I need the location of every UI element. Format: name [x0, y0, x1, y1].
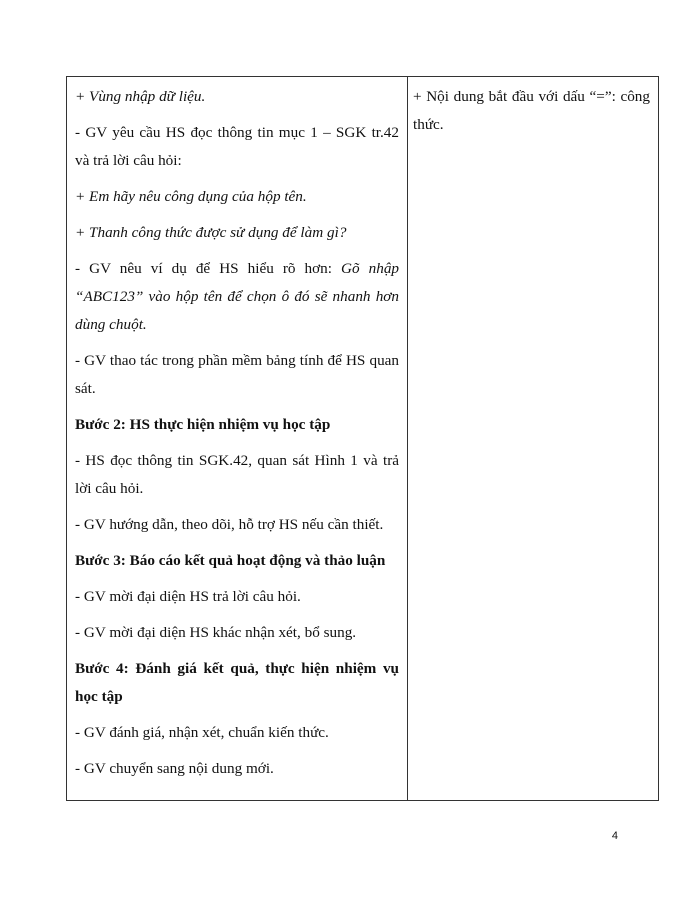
teacher-support: - GV hướng dẫn, theo dõi, hỗ trợ HS nếu cần thiết. [75, 516, 384, 533]
example-intro: - GV nêu ví dụ để HS hiểu rõ hơn: [75, 260, 342, 277]
question-formula-bar: + Thanh công thức được sử dụng để làm gì? [75, 224, 347, 241]
teacher-demo: - GV thao tác trong phần mềm bảng tính để HS quan sát. [75, 352, 399, 397]
page-number: 4 [611, 830, 618, 842]
teacher-example [75, 255, 399, 339]
formula-note: + Nội dung bắt đầu với dấu “=”: công thức. [413, 88, 650, 133]
data-entry-area-item: + Vùng nhập dữ liệu. [75, 88, 206, 105]
student-task: - HS đọc thông tin SGK.42, quan sát Hình 1 và trả lời câu hỏi. [75, 452, 399, 497]
step-3-heading: Bước 3: Báo cáo kết quả hoạt động và thảo luận [75, 552, 386, 569]
activity-column [67, 77, 408, 800]
teacher-next-content: - GV chuyển sang nội dung mới. [75, 760, 274, 777]
content-table [66, 76, 659, 801]
teacher-invite-comment: - GV mời đại diện HS khác nhận xét, bổ sung. [75, 624, 357, 641]
teacher-request: - GV yêu cầu HS đọc thông tin mục 1 – SGK tr.42 và trả lời câu hỏi: [75, 124, 399, 169]
step-4-heading: Bước 4: Đánh giá kết quả, thực hiện nhiệm vụ học tập [75, 660, 399, 705]
step-2-heading: Bước 2: HS thực hiện nhiệm vụ học tập [75, 416, 331, 433]
outcome-column [408, 77, 658, 800]
question-name-box: + Em hãy nêu công dụng của hộp tên. [75, 188, 307, 205]
teacher-invite-answer: - GV mời đại diện HS trả lời câu hỏi. [75, 588, 301, 605]
example-text: Gõ nhập “ABC123” vào hộp tên để chọn ô đó sẽ nhanh hơn dùng chuột. [75, 260, 400, 333]
teacher-evaluate: - GV đánh giá, nhận xét, chuẩn kiến thức. [75, 724, 329, 741]
